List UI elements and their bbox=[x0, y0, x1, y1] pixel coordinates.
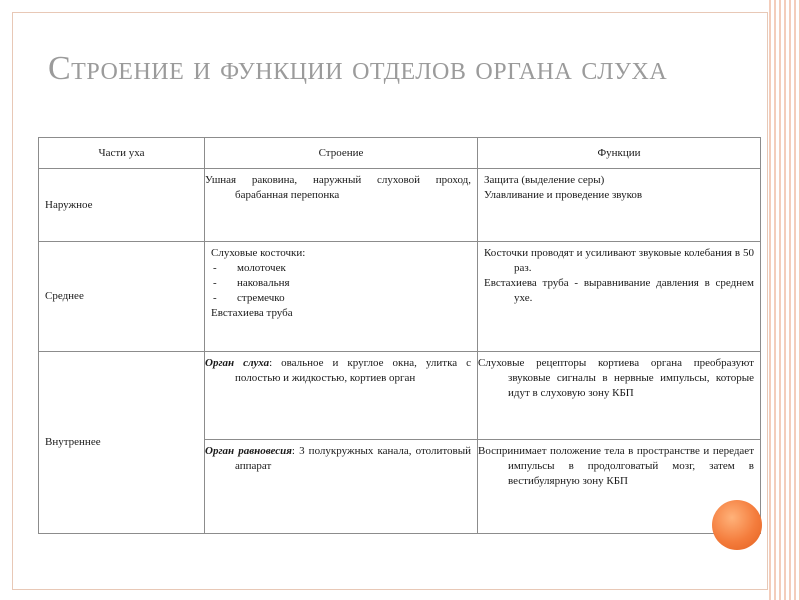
structure-intro: Слуховые косточки: bbox=[211, 247, 306, 259]
part-outer: Наружное bbox=[39, 169, 205, 242]
table-row-inner-hearing bbox=[39, 352, 761, 440]
balance-text: : 3 полукружных канала, отолитовый аппарат bbox=[235, 445, 471, 472]
structure-inner-balance bbox=[205, 440, 478, 534]
functions-outer bbox=[478, 169, 761, 242]
list-item: - наковальня bbox=[211, 276, 471, 291]
bones-list bbox=[211, 261, 471, 306]
table-header-row bbox=[39, 138, 761, 169]
header-structure: Строение bbox=[205, 138, 478, 169]
header-parts: Части уха bbox=[39, 138, 205, 169]
functions-inner-hearing: Слуховые рецепторы кортиева органа преобразуют звуковые сигналы в нервные импульсы, которые идут в слуховую зону КБП bbox=[478, 352, 761, 440]
structure-outer: Ушная раковина, наружный слуховой проход, барабанная перепонка bbox=[205, 169, 478, 242]
function-line: Косточки проводят и усиливают звуковые колебания в 50 раз. bbox=[484, 247, 754, 274]
ear-structure-table bbox=[38, 137, 761, 534]
decorative-stripes bbox=[766, 0, 800, 600]
structure-middle bbox=[205, 242, 478, 352]
function-line: Защита (выделение серы) bbox=[484, 174, 605, 186]
structure-inner-hearing bbox=[205, 352, 478, 440]
structure-outro: Евстахиева труба bbox=[211, 307, 293, 319]
slide-title: Строение и функции отделов органа слуха bbox=[48, 50, 668, 87]
part-middle: Среднее bbox=[39, 242, 205, 352]
function-line: Улавливание и проведение звуков bbox=[484, 189, 643, 201]
hearing-term: Орган слуха bbox=[205, 357, 270, 369]
functions-middle bbox=[478, 242, 761, 352]
table-row-middle bbox=[39, 242, 761, 352]
list-item: - стремечко bbox=[211, 291, 471, 306]
part-inner: Внутреннее bbox=[39, 352, 205, 534]
hearing-text: : овальное и круглое окна, улитка с полостью и жидкостью, кортиев орган bbox=[235, 357, 472, 384]
list-item: - молоточек bbox=[211, 261, 471, 276]
balance-term: Орган равновесия bbox=[205, 445, 292, 457]
header-functions: Функции bbox=[478, 138, 761, 169]
decorative-circle bbox=[712, 500, 762, 550]
functions-inner-balance: Воспринимает положение тела в пространстве и передает импульсы в продолговатый мозг, затем в вестибулярную зону КБП bbox=[478, 440, 761, 534]
table-row-outer bbox=[39, 169, 761, 242]
function-line: Евстахиева труба - выравнивание давления в среднем ухе. bbox=[484, 277, 754, 304]
